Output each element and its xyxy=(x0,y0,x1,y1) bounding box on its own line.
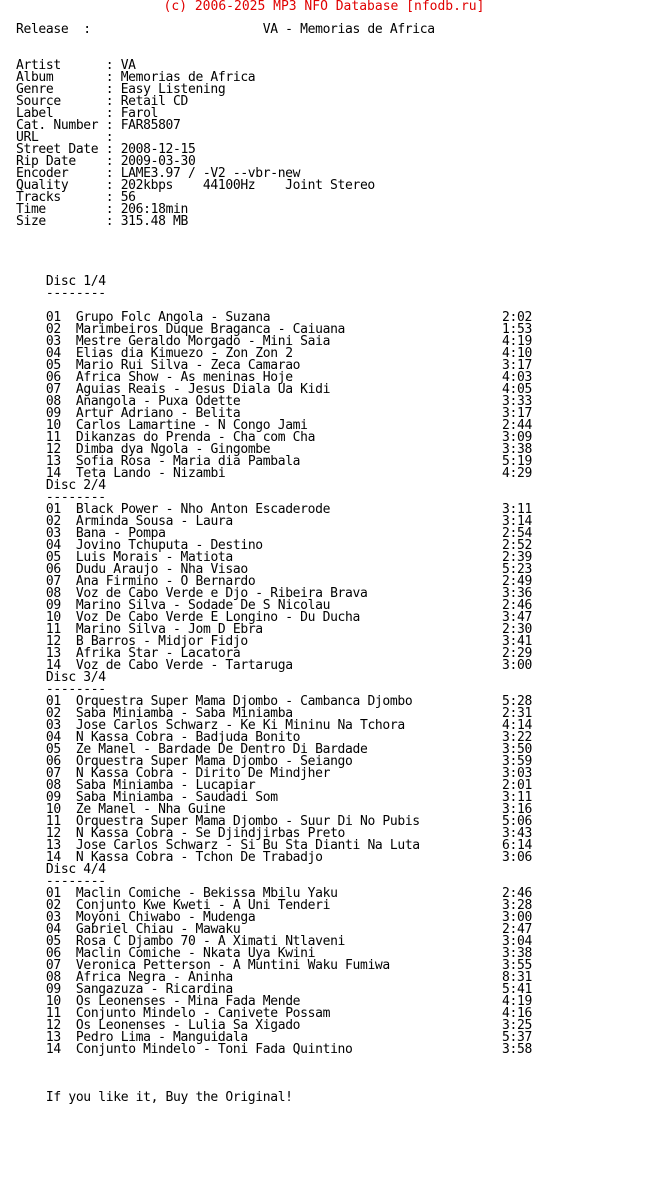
track-duration: 5:41 xyxy=(502,982,532,997)
track-title: Pedro Lima - Manguidala xyxy=(75,1030,248,1045)
track-duration: 4:03 xyxy=(502,370,532,385)
track-number: 06 xyxy=(45,562,61,577)
info-key: Album xyxy=(16,70,54,85)
track-number: 13 xyxy=(45,1030,61,1045)
track-title: Marino Silva - Sodade De S Nicolau xyxy=(75,598,331,613)
track-duration: 4:14 xyxy=(502,718,532,733)
track-number: 02 xyxy=(45,898,61,913)
track-title: Artur Adriano - Belita xyxy=(75,406,241,421)
track-number: 03 xyxy=(45,334,61,349)
track-duration: 5:37 xyxy=(502,1030,532,1045)
track-duration: 3:17 xyxy=(502,406,532,421)
track-duration: 2:54 xyxy=(502,526,532,541)
track-title: Anangola - Puxa Odette xyxy=(75,394,241,409)
track-duration: 3:11 xyxy=(502,790,532,805)
track-title: Marimbeiros Duque Braganca - Caiuana xyxy=(75,322,346,337)
track-duration: 5:23 xyxy=(502,562,532,577)
track-number: 04 xyxy=(45,538,61,553)
track-title: Dikanzas do Prenda - Cha com Cha xyxy=(75,430,316,445)
track-title: B Barros - Midjor Fidjo xyxy=(75,634,248,649)
track-duration: 3:28 xyxy=(502,898,532,913)
info-key: URL xyxy=(16,130,39,145)
track-duration: 3:04 xyxy=(502,934,532,949)
track-duration: 2:02 xyxy=(502,310,532,325)
track-title: Voz De Cabo Verde E Longino - Du Ducha xyxy=(75,610,360,625)
track-title: Voz de Cabo Verde - Tartaruga xyxy=(75,658,293,673)
track-title: Saba Miniamba - Lucapiar xyxy=(75,778,256,793)
track-number: 09 xyxy=(45,598,61,613)
track-duration: 6:14 xyxy=(502,838,532,853)
track-title: Maclin Comiche - Bekissa Mbilu Yaku xyxy=(75,886,338,901)
track-duration: 3:06 xyxy=(502,850,532,865)
track-duration: 2:31 xyxy=(502,706,532,721)
track-number: 05 xyxy=(45,934,61,949)
track-title: Jovino Tchuputa - Destino xyxy=(75,538,263,553)
track-title: Veronica Petterson - A Muntini Waku Fumiwa xyxy=(75,958,390,973)
track-number: 10 xyxy=(45,802,61,817)
track-title: Rosa C Djambo 70 - A Ximati Ntlaveni xyxy=(75,934,346,949)
track-title: Dimba dya Ngola - Gingombe xyxy=(75,442,271,457)
track-duration: 3:50 xyxy=(502,742,532,757)
track-duration: 2:46 xyxy=(502,598,532,613)
track-title: Sofia Rosa - Maria dia Pambala xyxy=(75,454,301,469)
track-duration: 3:17 xyxy=(502,358,532,373)
track-title: N Kassa Cobra - Tchon De Trabadjo xyxy=(75,850,323,865)
info-value: VA xyxy=(120,58,136,73)
track-title: Ze Manel - Nha Guine xyxy=(75,802,226,817)
info-value: 56 xyxy=(120,190,136,205)
track-title: Africa Negra - Aninha xyxy=(75,970,233,985)
track-number: 04 xyxy=(45,922,61,937)
track-title: Grupo Folc Angola - Suzana xyxy=(75,310,271,325)
track-number: 07 xyxy=(45,766,61,781)
track-duration: 3:43 xyxy=(502,826,532,841)
track-number: 01 xyxy=(45,502,61,517)
info-key: Source xyxy=(16,94,61,109)
track-title: Orquestra Super Mama Djombo - Suur Di No Pubis xyxy=(75,814,420,829)
track-number: 01 xyxy=(45,694,61,709)
track-number: 12 xyxy=(45,634,61,649)
track-number: 06 xyxy=(45,946,61,961)
track-duration: 4:10 xyxy=(502,346,532,361)
track-number: 02 xyxy=(45,514,61,529)
track-title: Voz de Cabo Verde e Djo - Ribeira Brava xyxy=(75,586,368,601)
track-duration: 1:53 xyxy=(502,322,532,337)
track-number: 05 xyxy=(45,550,61,565)
track-number: 13 xyxy=(45,454,61,469)
track-title: Moyoni Chiwabo - Mudenga xyxy=(75,910,256,925)
track-title: Gabriel Chiau - Mawaku xyxy=(75,922,241,937)
track-duration: 3:25 xyxy=(502,1018,532,1033)
track-number: 05 xyxy=(45,358,61,373)
track-duration: 3:38 xyxy=(502,946,532,961)
track-number: 07 xyxy=(45,958,61,973)
track-duration: 3:55 xyxy=(502,958,532,973)
info-key: Artist xyxy=(16,58,61,73)
track-number: 05 xyxy=(45,742,61,757)
track-title: Orquestra Super Mama Djombo - Seiango xyxy=(75,754,353,769)
track-title: Africa Show - As meninas Hoje xyxy=(75,370,293,385)
track-duration: 3:47 xyxy=(502,610,532,625)
track-number: 02 xyxy=(45,706,61,721)
track-duration: 4:19 xyxy=(502,334,532,349)
disc-title: Disc 2/4 xyxy=(45,478,106,493)
track-title: Teta Lando - Nizambi xyxy=(75,466,226,481)
track-number: 10 xyxy=(45,418,61,433)
track-duration: 2:44 xyxy=(502,418,532,433)
track-title: Aguias Reais - Jesus Diala Ua Kidi xyxy=(75,382,331,397)
track-title: Black Power - Nho Anton Escaderode xyxy=(75,502,331,517)
track-duration: 2:49 xyxy=(502,574,532,589)
track-title: Saba Miniamba - Saudadi Som xyxy=(75,790,278,805)
track-duration: 4:19 xyxy=(502,994,532,1009)
info-value: Retail CD xyxy=(120,94,188,109)
track-title: Sangazuza - Ricardina xyxy=(75,982,233,997)
track-duration: 4:29 xyxy=(502,466,532,481)
track-title: Maclin Comiche - Nkata Uya Kwini xyxy=(75,946,316,961)
track-number: 14 xyxy=(45,658,61,673)
track-duration: 3:33 xyxy=(502,394,532,409)
info-value: Farol xyxy=(120,106,159,121)
track-duration: 3:11 xyxy=(502,502,532,517)
track-duration: 3:41 xyxy=(502,634,532,649)
track-number: 14 xyxy=(45,466,61,481)
track-number: 12 xyxy=(45,826,61,841)
site-header: (c) 2006-2025 MP3 NFO Database [nfodb.ru] xyxy=(163,0,485,14)
track-duration: 5:28 xyxy=(502,694,532,709)
track-number: 09 xyxy=(45,790,61,805)
track-duration: 3:14 xyxy=(502,514,532,529)
track-title: Dudu Araujo - Nha Visao xyxy=(75,562,248,577)
track-duration: 2:46 xyxy=(502,886,532,901)
track-number: 13 xyxy=(45,646,61,661)
track-duration: 3:22 xyxy=(502,730,532,745)
disc-title: Disc 3/4 xyxy=(45,670,106,685)
track-number: 01 xyxy=(45,310,61,325)
track-duration: 2:47 xyxy=(502,922,532,937)
track-title: Os Leonenses - Lulia Sa Xigado xyxy=(75,1018,301,1033)
footer-note: If you like it, Buy the Original! xyxy=(45,1090,293,1105)
track-duration: 4:16 xyxy=(502,1006,532,1021)
track-title: Os Leonenses - Mina Fada Mende xyxy=(75,994,301,1009)
track-title: N Kassa Cobra - Se Djindjirbas Preto xyxy=(75,826,346,841)
track-number: 04 xyxy=(45,730,61,745)
track-duration: 4:05 xyxy=(502,382,532,397)
info-key: Quality xyxy=(16,178,69,193)
info-value: LAME3.97 / -V2 --vbr-new xyxy=(120,166,301,181)
track-number: 03 xyxy=(45,526,61,541)
info-key: Label xyxy=(16,106,54,121)
track-duration: 3:00 xyxy=(502,658,532,673)
track-number: 10 xyxy=(45,994,61,1009)
track-duration: 3:59 xyxy=(502,754,532,769)
track-title: Elias dia Kimuezo - Zon Zon 2 xyxy=(75,346,293,361)
track-number: 03 xyxy=(45,718,61,733)
release-title: VA - Memorias de Africa xyxy=(262,22,435,37)
info-value: 202kbps 44100Hz Joint Stereo xyxy=(120,178,375,193)
release-label: Release xyxy=(16,22,69,37)
track-number: 07 xyxy=(45,574,61,589)
track-number: 12 xyxy=(45,442,61,457)
track-number: 08 xyxy=(45,778,61,793)
track-number: 09 xyxy=(45,406,61,421)
info-value: Memorias de Africa xyxy=(120,70,256,85)
info-key: Genre xyxy=(16,82,54,97)
track-number: 01 xyxy=(45,886,61,901)
info-value: 2009-03-30 xyxy=(120,154,196,169)
track-number: 14 xyxy=(45,850,61,865)
track-number: 11 xyxy=(45,622,61,637)
nfo-body: Release : VA - Memorias de Africa Artist : VA Album : Memorias de Africa Genre : Easy Listening Source : Retail CD Label : Farol Cat. Number : FAR85807 URL : Street Date : 2008-12-15 Rip Date : 2009-03-30 Encoder : LAME3.97 / -V2 --vbr-new Quality : 202kbps 44100Hz Joint Stereo Tracks : 56 Time : 206:18min Size : 315.48 MB Disc 1/4 -------- 01 Grupo Folc Angola - Suzana 2:02 02 Marimbeiros Duque Braganca - Caiuana 1:53 03 Mestre Geraldo Morgado - Mini Saia 4:19 04 Elias dia Kimuezo - Zon Zon 2 4:10 05 Mario Rui Silva - Zeca Camarao 3:17 06 Africa Show - As meninas Hoje 4:03 07 Aguias Reais - Jesus Diala Ua Kidi 4:05 08 Anangola - Puxa Odette 3:33 09 Artur Adriano - Belita 3:17 10 Carlos Lamartine - N Congo Jami 2:44 11 Dikanzas do Prenda - Cha com Cha 3:09 12 Dimba dya Ngola - Gingombe 3:38 13 Sofia Rosa - Maria dia Pambala 5:19 14 Teta Lando - Nizambi 4:29 Disc 2/4 -------- 01 Black Power - Nho Anton Escaderode 3:11 02 Arminda Sousa - Laura 3:14 03 Bana - Pompa 2:54 04 Jovino Tchuputa - Destino 2:52 05 Luis Morais - Matiota 2:39 06 Dudu Araujo - Nha Visao 5:23 07 Ana Firmino - O Bernardo 2:49 08 Voz de Cabo Verde e Djo - Ribeira Brava 3:36 09 Marino Silva - Sodade De S Nicolau 2:46 10 Voz De Cabo Verde E Longino - Du Ducha 3:47 11 Marino Silva - Jom D Ebra 2:30 12 B Barros - Midjor Fidjo 3:41 13 Afrika Star - Lacatora 2:29 14 Voz de Cabo Verde - Tartaruga 3:00 Disc 3/4 -------- 01 Orquestra Super Mama Djombo - Cambanca Djombo 5:28 02 Saba Miniamba - Saba Miniamba 2:31 03 Jose Carlos Schwarz - Ke Ki Mininu Na Tchora 4:14 04 N Kassa Cobra - Badjuda Bonito 3:22 05 Ze Manel - Bardade De Dentro Di Bardade 3:50 06 Orquestra Super Mama Djombo - Seiango 3:59 07 N Kassa Cobra - Dirito De Mindjher 3:03 08 Saba Miniamba - Lucapiar 2:01 09 Saba Miniamba - Saudadi Som 3:11 10 Ze Manel - Nha Guine 3:16 11 Orquestra Super Mama Djombo - Suur Di No Pubis 5:06 12 N Kassa Cobra - Se Djindjirbas Preto 3:43 13 Jose Carlos Schwarz - Si Bu Sta Dianti Na Luta 6:14 14 N Kassa Cobra - Tchon De Trabadjo 3:06 Disc 4/4 -------- 01 Maclin Comiche - Bekissa Mbilu Yaku 2:46 02 Conjunto Kwe Kweti - A Uni Tenderi 3:28 03 Moyoni Chiwabo - Mudenga 3:00 04 Gabriel Chiau - Mawaku 2:47 05 Rosa C Djambo 70 - A Ximati Ntlaveni 3:04 06 Maclin Comiche - Nkata Uya Kwini 3:38 07 Veronica Petterson - A Muntini Waku Fumiwa 3:55 08 Africa Negra - Aninha 8:31 09 Sangazuza - Ricardina 5:41 10 Os Leonenses - Mina Fada Mende 4:19 11 Conjunto Mindelo - Canivete Possam 4:16 12 Os Leonenses - Lulia Sa Xigado 3:25 13 Pedro Lima - Manguidala 5:37 14 Conjunto Mindelo - Toni Fada Quintino 3:58 If you like it, Buy the Original! xyxy=(16,22,532,1105)
track-title: Jose Carlos Schwarz - Ke Ki Mininu Na Tchora xyxy=(75,718,405,733)
track-duration: 3:38 xyxy=(502,442,532,457)
info-key: Cat. Number xyxy=(16,118,99,133)
info-key: Size xyxy=(16,214,46,229)
track-number: 08 xyxy=(45,394,61,409)
info-key: Tracks xyxy=(16,190,61,205)
track-number: 09 xyxy=(45,982,61,997)
track-title: Carlos Lamartine - N Congo Jami xyxy=(75,418,308,433)
track-duration: 3:16 xyxy=(502,802,532,817)
info-value: 315.48 MB xyxy=(120,214,188,229)
track-title: Mestre Geraldo Morgado - Mini Saia xyxy=(75,334,331,349)
track-number: 13 xyxy=(45,838,61,853)
track-number: 11 xyxy=(45,430,61,445)
track-title: Ze Manel - Bardade De Dentro Di Bardade xyxy=(75,742,368,757)
track-number: 12 xyxy=(45,1018,61,1033)
track-title: Ana Firmino - O Bernardo xyxy=(75,574,256,589)
track-title: Orquestra Super Mama Djombo - Cambanca Djombo xyxy=(75,694,413,709)
track-title: N Kassa Cobra - Badjuda Bonito xyxy=(75,730,301,745)
track-number: 03 xyxy=(45,910,61,925)
track-duration: 2:29 xyxy=(502,646,532,661)
track-title: Marino Silva - Jom D Ebra xyxy=(75,622,263,637)
info-value: Easy Listening xyxy=(120,82,226,97)
info-value: 206:18min xyxy=(120,202,188,217)
info-key: Encoder xyxy=(16,166,69,181)
info-value: 2008-12-15 xyxy=(120,142,196,157)
track-number: 08 xyxy=(45,970,61,985)
track-title: Bana - Pompa xyxy=(75,526,166,541)
info-key: Time xyxy=(16,202,46,217)
track-duration: 5:06 xyxy=(502,814,532,829)
track-number: 06 xyxy=(45,754,61,769)
disc-title: Disc 4/4 xyxy=(45,862,106,877)
track-number: 11 xyxy=(45,814,61,829)
track-duration: 3:03 xyxy=(502,766,532,781)
track-duration: 5:19 xyxy=(502,454,532,469)
info-key: Rip Date xyxy=(16,154,76,169)
track-title: N Kassa Cobra - Dirito De Mindjher xyxy=(75,766,331,781)
track-title: Conjunto Mindelo - Toni Fada Quintino xyxy=(75,1042,353,1057)
track-number: 11 xyxy=(45,1006,61,1021)
track-duration: 2:30 xyxy=(502,622,532,637)
track-number: 06 xyxy=(45,370,61,385)
track-title: Afrika Star - Lacatora xyxy=(75,646,241,661)
track-title: Mario Rui Silva - Zeca Camarao xyxy=(75,358,301,373)
track-title: Saba Miniamba - Saba Miniamba xyxy=(75,706,293,721)
track-title: Luis Morais - Matiota xyxy=(75,550,233,565)
track-title: Conjunto Kwe Kweti - A Uni Tenderi xyxy=(75,898,331,913)
track-duration: 3:58 xyxy=(502,1042,532,1057)
track-title: Jose Carlos Schwarz - Si Bu Sta Dianti Na Luta xyxy=(75,838,420,853)
track-number: 04 xyxy=(45,346,61,361)
track-duration: 8:31 xyxy=(502,970,532,985)
track-number: 14 xyxy=(45,1042,61,1057)
track-duration: 2:39 xyxy=(502,550,532,565)
track-number: 07 xyxy=(45,382,61,397)
track-duration: 2:52 xyxy=(502,538,532,553)
track-duration: 2:01 xyxy=(502,778,532,793)
track-number: 02 xyxy=(45,322,61,337)
track-duration: 3:00 xyxy=(502,910,532,925)
info-key: Street Date xyxy=(16,142,99,157)
track-duration: 3:36 xyxy=(502,586,532,601)
track-duration: 3:09 xyxy=(502,430,532,445)
track-title: Conjunto Mindelo - Canivete Possam xyxy=(75,1006,331,1021)
track-number: 10 xyxy=(45,610,61,625)
info-value: FAR85807 xyxy=(120,118,181,133)
disc-title: Disc 1/4 xyxy=(45,274,106,289)
track-title: Arminda Sousa - Laura xyxy=(75,514,233,529)
track-number: 08 xyxy=(45,586,61,601)
